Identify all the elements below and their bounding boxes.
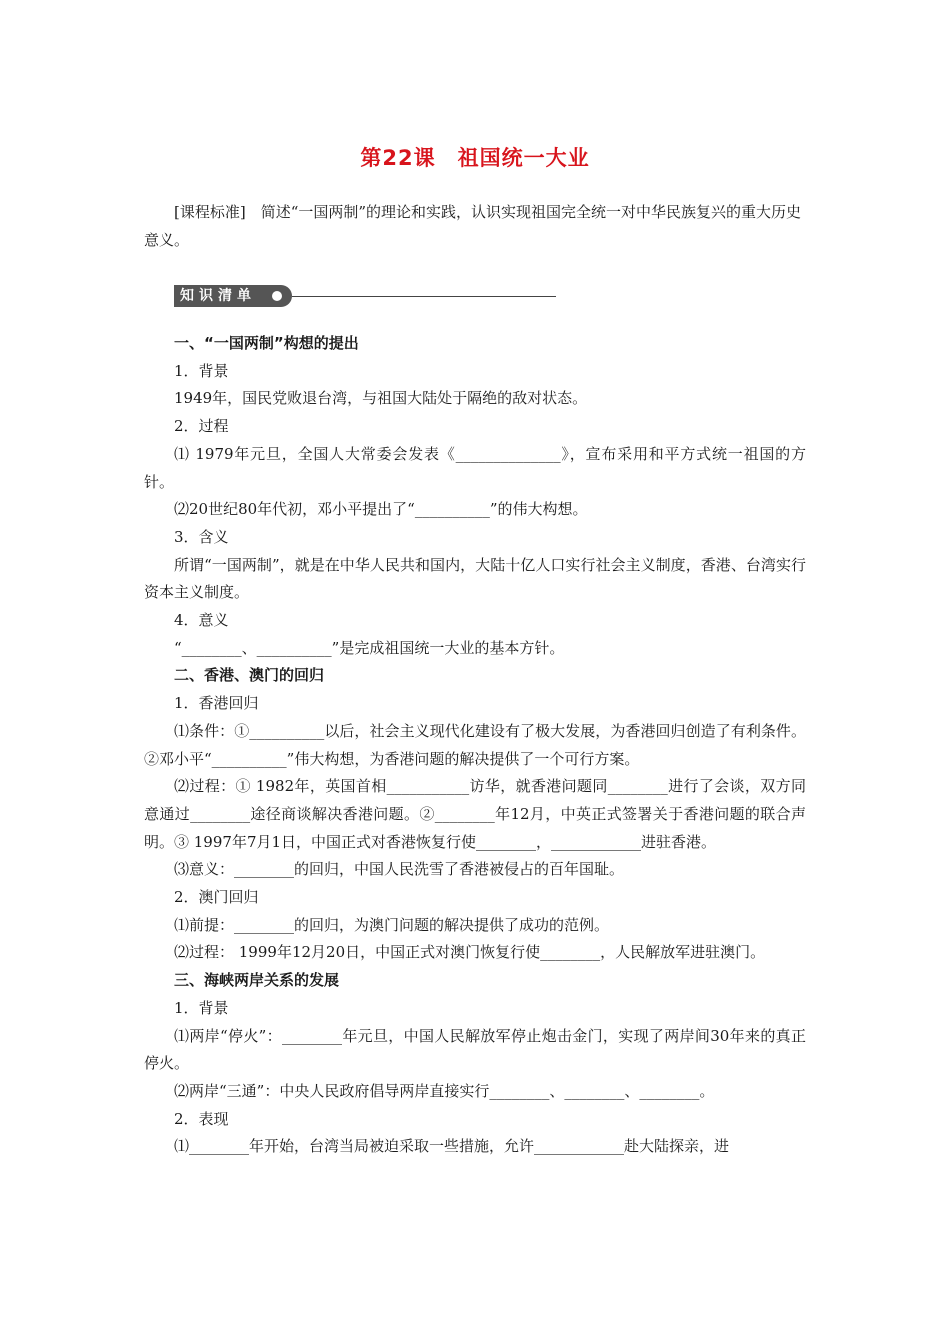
text-line: ⑶意义：________的回归，中国人民洗雪了香港被侵占的百年国耻。 — [174, 860, 625, 879]
text-line: 3．含义 — [174, 527, 229, 546]
text-line: ⑴条件：①__________以后，社会主义现代化建设有了极大发展，为香港回归创造了有利条件。②邓小平“__________”伟大构想，为香港问题的解决提供了一个可行方案。 — [144, 721, 806, 768]
text-line: 2．表现 — [174, 1109, 229, 1128]
text-line: 4．意义 — [174, 611, 229, 630]
section-heading: 三、海峡两岸关系的发展 — [174, 971, 340, 990]
text-line: ⑴两岸“停火”：________年元旦，中国人民解放军停止炮击金门，实现了两岸间30年来的真正停火。 — [144, 1026, 806, 1073]
text-line: ⑴ 1979年元旦，全国人大常委会发表《______________》，宣布采用和平方式统一祖国的方针。 — [144, 444, 806, 491]
text-line: 1．背景 — [174, 998, 229, 1017]
text-line: 1．背景 — [174, 361, 229, 380]
text-line: ⑵两岸“三通”：中央人民政府倡导两岸直接实行________、________、________。 — [174, 1081, 715, 1100]
section-banner — [174, 285, 564, 307]
banner-dot-icon — [272, 291, 282, 301]
text-line: “________、__________”是完成祖国统一大业的基本方针。 — [174, 638, 565, 657]
text-line: ⑵过程：① 1982年，英国首相___________访华，就香港问题同________进行了会谈，双方同意通过________途径商谈解决香港问题。②________年12月，中英正式签署关于香港问题的联合声明。③ 1997年7月1日，中国正式对香港恢复行使________，____________进驻香港。 — [144, 777, 806, 851]
banner-divider — [292, 296, 556, 297]
text-line: ⑴________年开始，台湾当局被迫采取一些措施，允许____________赴大陆探亲，进 — [174, 1137, 730, 1156]
page-title: 第22课 祖国统一大业 — [360, 146, 590, 170]
text-line: 2．澳门回归 — [174, 888, 259, 907]
section-heading: 一、“一国两制”构想的提出 — [174, 334, 359, 352]
curriculum-standard: [课程标准] 简述“一国两制”的理论和实践，认识实现祖国完全统一对中华民族复兴的重大历史意义。 — [144, 203, 802, 249]
section-heading: 二、香港、澳门的回归 — [174, 666, 325, 685]
text-line: ⑵20世纪80年代初，邓小平提出了“__________”的伟大构想。 — [174, 500, 588, 519]
text-line: 1．香港回归 — [174, 694, 259, 713]
text-line: ⑵过程： 1999年12月20日，中国正式对澳门恢复行使________，人民解放军进驻澳门。 — [174, 943, 766, 962]
text-line: 2．过程 — [174, 417, 229, 436]
text-line: 所谓“一国两制”，就是在中华人民共和国内，大陆十亿人口实行社会主义制度，香港、台湾实行资本主义制度。 — [144, 555, 806, 602]
text-line: ⑴前提：________的回归，为澳门问题的解决提供了成功的范例。 — [174, 915, 610, 934]
text-line: 1949年，国民党败退台湾，与祖国大陆处于隔绝的敌对状态。 — [174, 389, 588, 408]
knowledge-list — [144, 330, 806, 1161]
banner-label: 知识清单 — [174, 285, 292, 307]
